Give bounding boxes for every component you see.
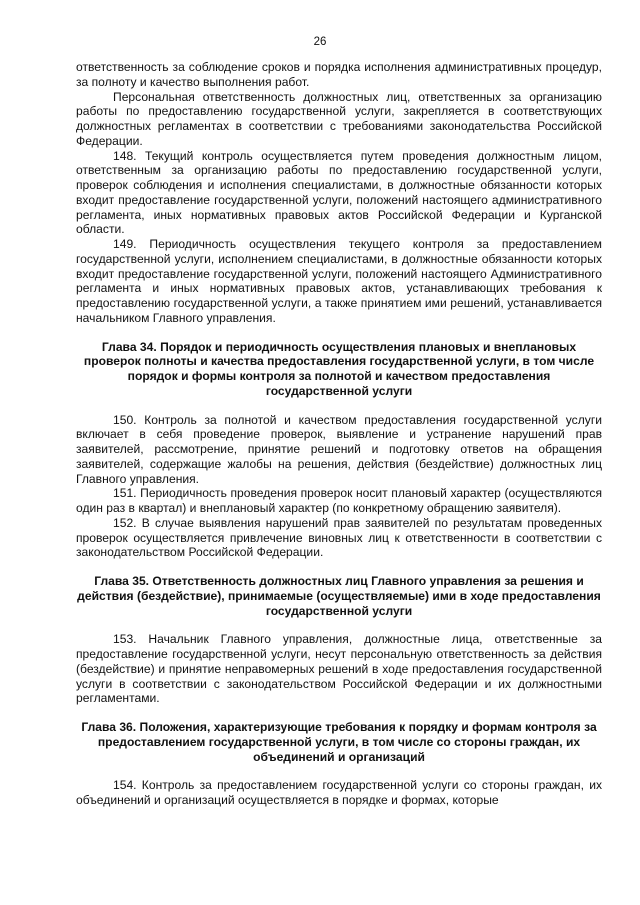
paragraph-150: 150. Контроль за полнотой и качеством предоставления государственной услуги включает в себя проведение проверок, выявление и устранение нарушений прав заявителей, рассмотрение, принятие решений и подготовку ответов на обращения заявителей, содержащие жалобы на решения, действия (бездействие) должностных лиц Главного управления. (76, 412, 602, 486)
chapter-34-heading: Глава 34. Порядок и периодичность осуществления плановых и внеплановых проверок полноты и качества предоставления государственной услуги, в том числе порядок и формы контроля за полнотой и качеством предоставления государственной услуги (83, 339, 595, 398)
paragraph-152: 152. В случае выявления нарушений прав заявителей по результатам проведенных проверок осуществляется привлечение виновных лиц к ответственности в соответствии с законодательством Российской Федерации. (76, 515, 602, 560)
paragraph-personal-responsibility: Персональная ответственность должностных лиц, ответственных за организацию работы по предоставлению государственной услуги, закрепляется в соответствующих должностных регламентах в соответствии с требованиями законодательства Российской Федерации. (76, 89, 602, 148)
paragraph-149: 149. Периодичность осуществления текущего контроля за предоставлением государственной услуги, исполнением специалистами, в должностные обязанности которых входит предоставление государственной услуги, положений настоящего Административного регламента и иных нормативных правовых актов, устанавливающих требования к предоставлению государственной услуги, а также принятием ими решений, устанавливается начальником Главного управления. (76, 237, 602, 325)
paragraph-154: 154. Контроль за предоставлением государственной услуги со стороны граждан, их объединений и организаций осуществляется в порядке и формах, которые (76, 778, 602, 807)
paragraph-151: 151. Периодичность проведения проверок носит плановый характер (осуществляются один раз в квартал) и внеплановый характер (по конкретному обращению заявителя). (76, 486, 602, 515)
paragraph-153: 153. Начальник Главного управления, должностные лица, ответственные за предоставление государственной услуги, несут персональную ответственность за действия (бездействие) и принятие неправомерных решений в ходе предоставления государственной услуги в соответствии с законодательством Российской Федерации и их должностными регламентами. (76, 632, 602, 706)
document-body (76, 60, 602, 808)
paragraph-continuation: ответственность за соблюдение сроков и порядка исполнения административных процедур, за полноту и качество выполнения работ. (76, 60, 602, 89)
chapter-35-heading: Глава 35. Ответственность должностных лиц Главного управления за решения и действия (бездействие), принимаемые (осуществляемые) ими в ходе предоставления государственной услуги (77, 574, 601, 618)
page-number: 26 (313, 36, 327, 48)
chapter-36-heading: Глава 36. Положения, характеризующие требования к порядку и формам контроля за предоставлением государственной услуги, в том числе со стороны граждан, их объединений и организаций (81, 720, 597, 764)
paragraph-148: 148. Текущий контроль осуществляется путем проведения должностным лицом, ответственным за организацию работы по предоставлению государственной услуги, проверок соблюдения и исполнения специалистами, в должностные обязанности которых входит предоставление государственной услуги, положений настоящего административного регламента, иных нормативных правовых актов Российской Федерации и Курганской области. (76, 148, 602, 237)
